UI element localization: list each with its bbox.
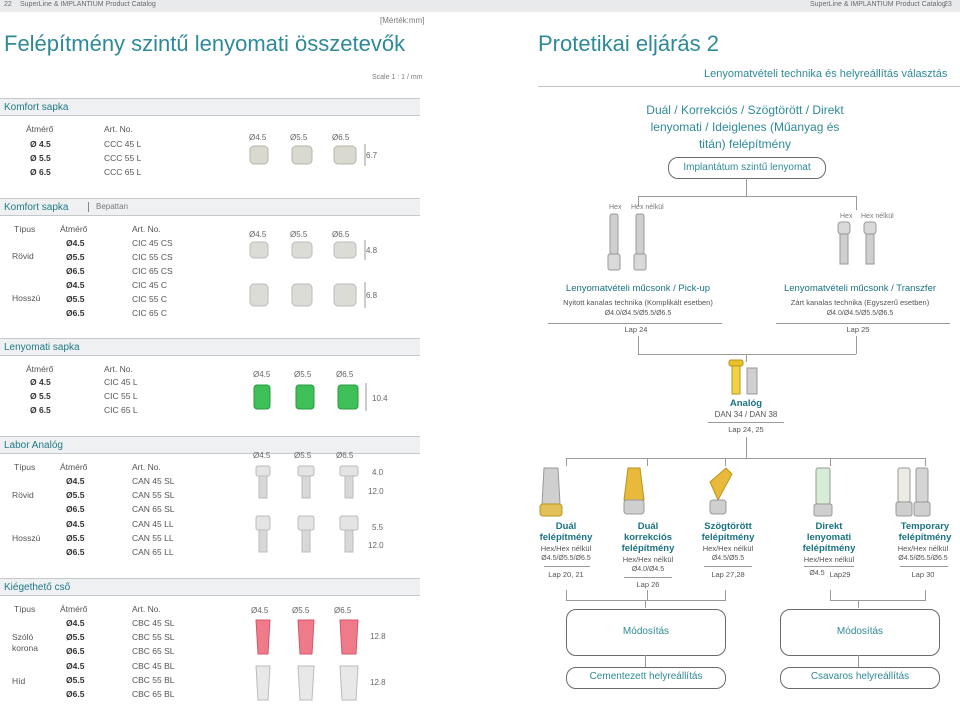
table-cell: CAN 55 LL xyxy=(132,533,174,543)
height-label: 12.0 xyxy=(368,541,384,550)
right-page-subtitle: Lenyomatvételi technika és helyreállítás választás xyxy=(704,68,948,80)
table-cell: Ø4.5 xyxy=(66,476,85,486)
table-cell: Ø5.5 xyxy=(66,632,85,642)
table-cell: CIC 55 CS xyxy=(132,252,173,262)
table-cell: CBC 55 SL xyxy=(132,632,175,642)
height-label: 6.8 xyxy=(366,291,378,300)
transfer-hex-label: Hex xyxy=(840,213,853,220)
scale-note: Scale 1 : 1 / mm xyxy=(372,74,423,81)
height-label: 6.7 xyxy=(366,151,378,160)
col-header-artno: Art. No. xyxy=(132,604,161,614)
abutment-name: Duál felépítmény xyxy=(539,521,593,543)
type-label: Híd xyxy=(12,676,26,686)
diam-label: Ø5.5 xyxy=(290,230,308,239)
komfort-bepattan-images xyxy=(250,240,390,320)
transfer-page: Lap 25 xyxy=(846,325,870,334)
section-labor-analog: Labor Analóg xyxy=(0,436,420,454)
section-lenyomati-sapka: Lenyomati sapka xyxy=(0,338,420,356)
table-cell: Ø6.5 xyxy=(66,504,85,514)
modify-left-label: Módosítás xyxy=(622,626,670,637)
col-header-tipus: Típus xyxy=(14,604,36,614)
section-komfort-sapka: Komfort sapka xyxy=(0,98,420,116)
table-cell: CAN 65 SL xyxy=(132,504,175,514)
table-cell: Ø 4.5 xyxy=(30,139,51,149)
section-subtitle: Bepattan xyxy=(96,202,129,211)
left-page-number: 22 xyxy=(4,1,12,8)
table-cell: CIC 55 L xyxy=(104,391,138,401)
type-label: Hosszú xyxy=(12,533,41,543)
screwed-label: Csavaros helyreállítás xyxy=(810,671,910,682)
table-cell: CIC 45 C xyxy=(132,280,167,290)
table-cell: CIC 45 CS xyxy=(132,238,173,248)
table-cell: Ø4.5 xyxy=(66,661,85,671)
left-running-title: SuperLine & IMPLANTIUM Product Catalog xyxy=(20,1,156,8)
cemented-label: Cementezett helyreállítás xyxy=(589,671,703,682)
table-cell: CIC 55 C xyxy=(132,294,167,304)
diam-label: Ø5.5 xyxy=(290,133,308,142)
header-bar xyxy=(0,0,960,12)
abutment-images xyxy=(530,464,950,524)
table-cell: CAN 55 SL xyxy=(132,490,175,500)
col-header-atmero: Átmérő xyxy=(26,364,54,374)
table-cell: Ø6.5 xyxy=(66,689,85,699)
table-cell: Ø6.5 xyxy=(66,646,85,656)
diam-label: Ø5.5 xyxy=(294,451,312,460)
top-box-line2: lenyomati / Ideiglenes (Műanyag és xyxy=(650,120,840,134)
abutment-diams: Ø4.5/Ø5.5/Ø6.5 xyxy=(898,555,948,562)
unit-note: [Mérték:mm] xyxy=(380,16,425,25)
kiegetheto-cso-images xyxy=(254,618,394,708)
type-label: Rövid xyxy=(12,490,34,500)
table-cell: CBC 55 BL xyxy=(132,675,175,685)
col-header-atmero: Átmérő xyxy=(26,124,54,134)
abutment-hex: Hex/Hex nélkül xyxy=(803,555,855,564)
diam-label: Ø6.5 xyxy=(336,451,354,460)
table-cell: Ø 6.5 xyxy=(30,167,51,177)
analog-sub: DAN 34 / DAN 38 xyxy=(714,410,778,419)
transfer-coping-images xyxy=(838,222,898,282)
abutment-hex: Hex/Hex nélkül xyxy=(702,544,754,553)
table-cell: CIC 65 C xyxy=(132,308,167,318)
transfer-diams: Ø4.0/Ø4.5/Ø5.5/Ø6.5 xyxy=(826,310,894,317)
diam-label: Ø4.5 xyxy=(249,230,267,239)
table-cell: CBC 45 SL xyxy=(132,618,175,628)
height-label: 10.4 xyxy=(372,394,388,403)
abutment-diams: Ø4.5/Ø5.5/Ø6.5 xyxy=(541,555,591,562)
abutment-name: Direkt lenyomati felépítmény xyxy=(802,521,856,554)
diam-label: Ø5.5 xyxy=(292,606,310,615)
section-komfort-sapka-bepattan: Komfort sapka xyxy=(0,198,420,216)
pickup-hex-label: Hex xyxy=(609,204,622,211)
table-cell: Ø6.5 xyxy=(66,266,85,276)
table-cell: CCC 45 L xyxy=(104,139,142,149)
komfort-cap-images xyxy=(250,144,390,174)
title-underline xyxy=(538,86,960,87)
top-box-line3: titán) felépítmény xyxy=(698,137,792,151)
height-label: 5.5 xyxy=(372,523,384,532)
top-box-line1: Duál / Korrekciós / Szögtörött / Direkt xyxy=(646,103,844,117)
height-label: 12.0 xyxy=(368,487,384,496)
table-cell: Ø6.5 xyxy=(66,547,85,557)
pickup-title: Lenyomatvételi műcsonk / Pick-up xyxy=(565,283,711,294)
diam-label: Ø4.5 xyxy=(253,370,271,379)
pickup-page: Lap 24 xyxy=(624,325,648,334)
diam-label: Ø6.5 xyxy=(332,133,350,142)
section-divider xyxy=(88,202,89,212)
right-running-title: SuperLine & IMPLANTIUM Product Catalog xyxy=(810,1,946,8)
abutment-hex: Hex/Hex nélkül xyxy=(540,544,592,553)
table-cell: Ø5.5 xyxy=(66,675,85,685)
table-cell: Ø 4.5 xyxy=(30,377,51,387)
analog-page: Lap 24, 25 xyxy=(728,425,764,434)
table-cell: Ø5.5 xyxy=(66,533,85,543)
abutment-page: Lap 27,28 xyxy=(711,570,745,579)
diam-label: Ø5.5 xyxy=(294,370,312,379)
diam-label: Ø4.5 xyxy=(251,606,269,615)
height-label: 4.0 xyxy=(372,468,384,477)
table-cell: Ø4.5 xyxy=(66,280,85,290)
table-cell: CAN 45 SL xyxy=(132,476,175,486)
abutment-hex: Hex/Hex nélkül xyxy=(897,544,949,553)
pickup-nonhex-label: Hex nélkül xyxy=(631,204,664,211)
transfer-title: Lenyomatvételi műcsonk / Transzfer xyxy=(783,283,937,294)
abutment-name: Temporary felépítmény xyxy=(898,521,952,543)
table-cell: CAN 65 LL xyxy=(132,547,174,557)
table-cell: CCC 65 L xyxy=(104,167,142,177)
abutment-hex: Hex/Hex nélkül xyxy=(622,555,674,564)
col-header-artno: Art. No. xyxy=(104,124,133,134)
abutment-page: Lap 26 xyxy=(636,580,660,589)
transfer-desc: Zárt kanalas technika (Egyszerű esetben) xyxy=(790,298,930,307)
diam-label: Ø6.5 xyxy=(334,606,352,615)
col-header-artno: Art. No. xyxy=(132,462,161,472)
col-header-artno: Art. No. xyxy=(132,224,161,234)
diam-label: Ø6.5 xyxy=(336,370,354,379)
transfer-nonhex-label: Hex nélkül xyxy=(861,213,894,220)
abutment-diams: Ø4.0/Ø4.5 xyxy=(631,566,665,573)
table-cell: CBC 65 SL xyxy=(132,646,175,656)
analog-title: Analóg xyxy=(729,398,763,409)
diam-label: Ø4.5 xyxy=(253,451,271,460)
pickup-coping-images xyxy=(608,214,668,274)
table-cell: Ø4.5 xyxy=(66,618,85,628)
abutment-page: Lap29 xyxy=(829,570,851,579)
table-cell: Ø6.5 xyxy=(66,308,85,318)
type-label: Szóló korona xyxy=(12,632,38,653)
section-kiegetheto-cso: Kiégethető cső xyxy=(0,578,420,596)
height-label: 4.8 xyxy=(366,246,378,255)
abutment-name: Duál korrekciós felépítmény xyxy=(621,521,675,554)
modify-right-label: Módosítás xyxy=(836,626,884,637)
col-header-artno: Art. No. xyxy=(104,364,133,374)
height-label: 12.8 xyxy=(370,632,386,641)
col-header-tipus: Típus xyxy=(14,224,36,234)
type-label: Hosszú xyxy=(12,293,41,303)
table-cell: Ø5.5 xyxy=(66,294,85,304)
table-cell: Ø5.5 xyxy=(66,490,85,500)
table-cell: Ø 5.5 xyxy=(30,391,51,401)
abutment-diams: Ø4.5 xyxy=(809,570,825,577)
table-cell: CCC 55 L xyxy=(104,153,142,163)
table-cell: Ø5.5 xyxy=(66,252,85,262)
left-page-title: Felépítmény szintű lenyomati összetevők xyxy=(4,31,406,56)
diam-label: Ø6.5 xyxy=(332,230,350,239)
analog-image xyxy=(727,360,767,400)
col-header-atmero: Átmérő xyxy=(60,604,88,614)
table-cell: CIC 45 L xyxy=(104,377,138,387)
right-page-number: 23 xyxy=(944,1,952,8)
abutment-page: Lap 20, 21 xyxy=(548,570,584,579)
height-label: 12.8 xyxy=(370,678,386,687)
diam-label: Ø4.5 xyxy=(249,133,267,142)
col-header-atmero: Átmérő xyxy=(60,462,88,472)
abutment-name: Szögtörött felépítmény xyxy=(701,521,755,543)
table-cell: Ø 5.5 xyxy=(30,153,51,163)
table-cell: CIC 65 L xyxy=(104,405,138,415)
pickup-diams: Ø4.0/Ø4.5/Ø5.5/Ø6.5 xyxy=(604,310,672,317)
abutment-diams: Ø4.5/Ø5.5 xyxy=(711,555,745,562)
lenyomati-cap-images xyxy=(254,383,394,423)
table-cell: CAN 45 LL xyxy=(132,519,174,529)
table-cell: CBC 45 BL xyxy=(132,661,175,671)
table-cell: Ø4.5 xyxy=(66,238,85,248)
labor-analog-images xyxy=(254,464,394,564)
right-page-title: Protetikai eljárás 2 xyxy=(538,31,719,56)
table-cell: Ø 6.5 xyxy=(30,405,51,415)
implant-level-label: Implantátum szintű lenyomat xyxy=(683,162,811,173)
table-cell: Ø4.5 xyxy=(66,519,85,529)
col-header-tipus: Típus xyxy=(14,462,36,472)
col-header-atmero: Átmérő xyxy=(60,224,88,234)
abutment-page: Lap 30 xyxy=(911,570,935,579)
table-cell: CIC 65 CS xyxy=(132,266,173,276)
type-label: Rövid xyxy=(12,251,34,261)
pickup-desc: Nyitott kanalas technika (Komplikált esetben) xyxy=(563,298,713,307)
table-cell: CBC 65 BL xyxy=(132,689,175,699)
